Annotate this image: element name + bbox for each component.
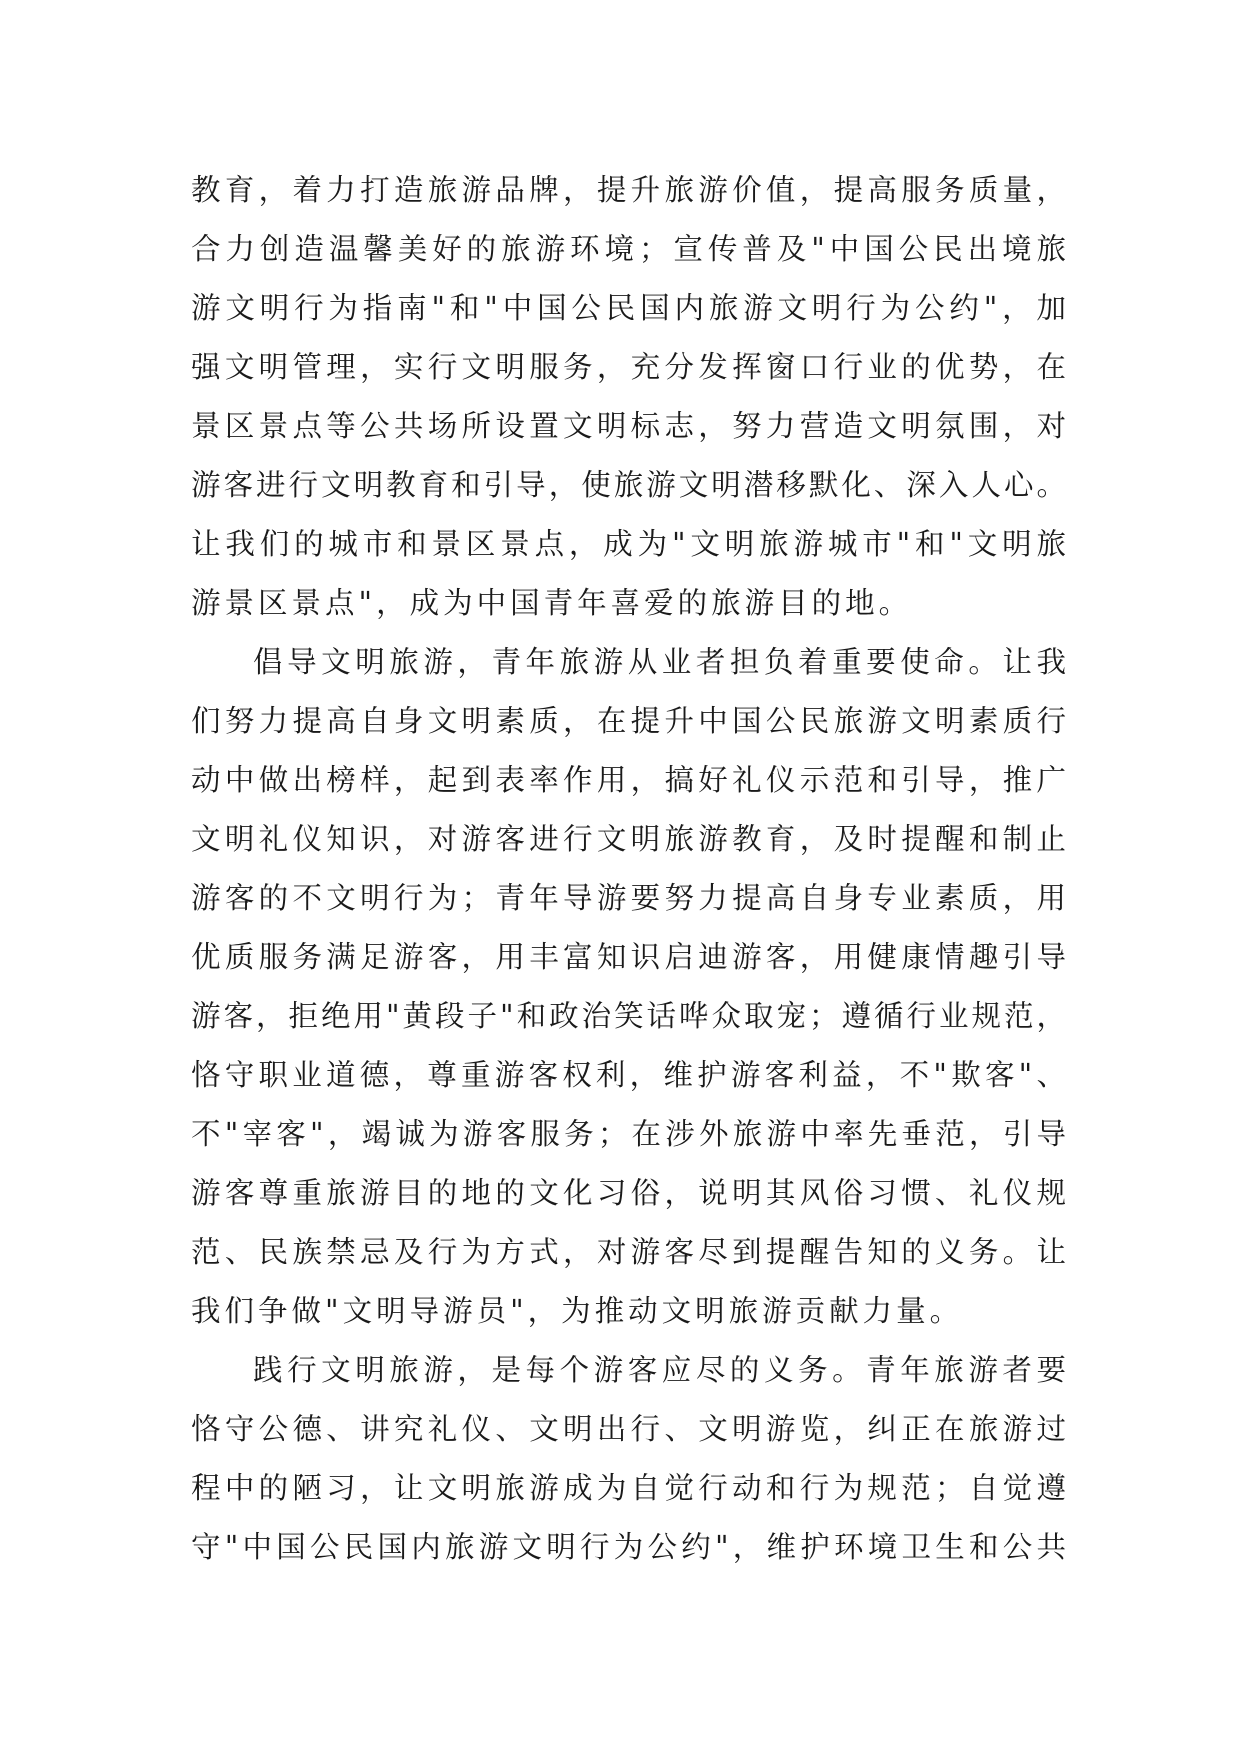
document-body	[191, 161, 1066, 1577]
text-line: 守"中国公民国内旅游文明行为公约"，维护环境卫生和公共	[191, 1530, 1066, 1564]
text-line: 强文明管理，实行文明服务，充分发挥窗口行业的优势，在	[191, 350, 1066, 384]
paragraph-first-line: 倡导文明旅游，青年旅游从业者担负着重要使命。让我	[253, 645, 1066, 679]
text-line: 优质服务满足游客，用丰富知识启迪游客，用健康情趣引导	[191, 940, 1066, 974]
text-line: 们努力提高自身文明素质，在提升中国公民旅游文明素质行	[191, 704, 1066, 738]
text-line: 不"宰客"，竭诚为游客服务；在涉外旅游中率先垂范，引导	[191, 1117, 1066, 1151]
text-line: 游文明行为指南"和"中国公民国内旅游文明行为公约"，加	[191, 291, 1066, 325]
text-line: 教育，着力打造旅游品牌，提升旅游价值，提高服务质量，	[191, 173, 1066, 207]
text-line: 游客进行文明教育和引导，使旅游文明潜移默化、深入人心。	[191, 468, 1066, 502]
paragraph-first-line: 践行文明旅游，是每个游客应尽的义务。青年旅游者要	[253, 1353, 1066, 1387]
text-line: 景区景点等公共场所设置文明标志，努力营造文明氛围，对	[191, 409, 1066, 443]
text-line: 动中做出榜样，起到表率作用，搞好礼仪示范和引导，推广	[191, 763, 1066, 797]
text-line: 程中的陋习，让文明旅游成为自觉行动和行为规范；自觉遵	[191, 1471, 1066, 1505]
text-line: 合力创造温馨美好的旅游环境；宣传普及"中国公民出境旅	[191, 232, 1066, 266]
text-line: 范、民族禁忌及行为方式，对游客尽到提醒告知的义务。让	[191, 1235, 1066, 1269]
text-line: 恪守职业道德，尊重游客权利，维护游客利益，不"欺客"、	[191, 1058, 1066, 1092]
text-line: 游客尊重旅游目的地的文化习俗，说明其风俗习惯、礼仪规	[191, 1176, 1066, 1210]
text-line: 恪守公德、讲究礼仪、文明出行、文明游览，纠正在旅游过	[191, 1412, 1066, 1446]
text-line: 文明礼仪知识，对游客进行文明旅游教育，及时提醒和制止	[191, 822, 1066, 856]
text-line: 游景区景点"，成为中国青年喜爱的旅游目的地。	[191, 586, 913, 620]
text-line: 游客，拒绝用"黄段子"和政治笑话哗众取宠；遵循行业规范，	[191, 999, 1066, 1033]
text-line: 让我们的城市和景区景点，成为"文明旅游城市"和"文明旅	[191, 527, 1066, 561]
text-line: 游客的不文明行为；青年导游要努力提高自身专业素质，用	[191, 881, 1066, 915]
text-line: 我们争做"文明导游员"，为推动文明旅游贡献力量。	[191, 1294, 964, 1328]
